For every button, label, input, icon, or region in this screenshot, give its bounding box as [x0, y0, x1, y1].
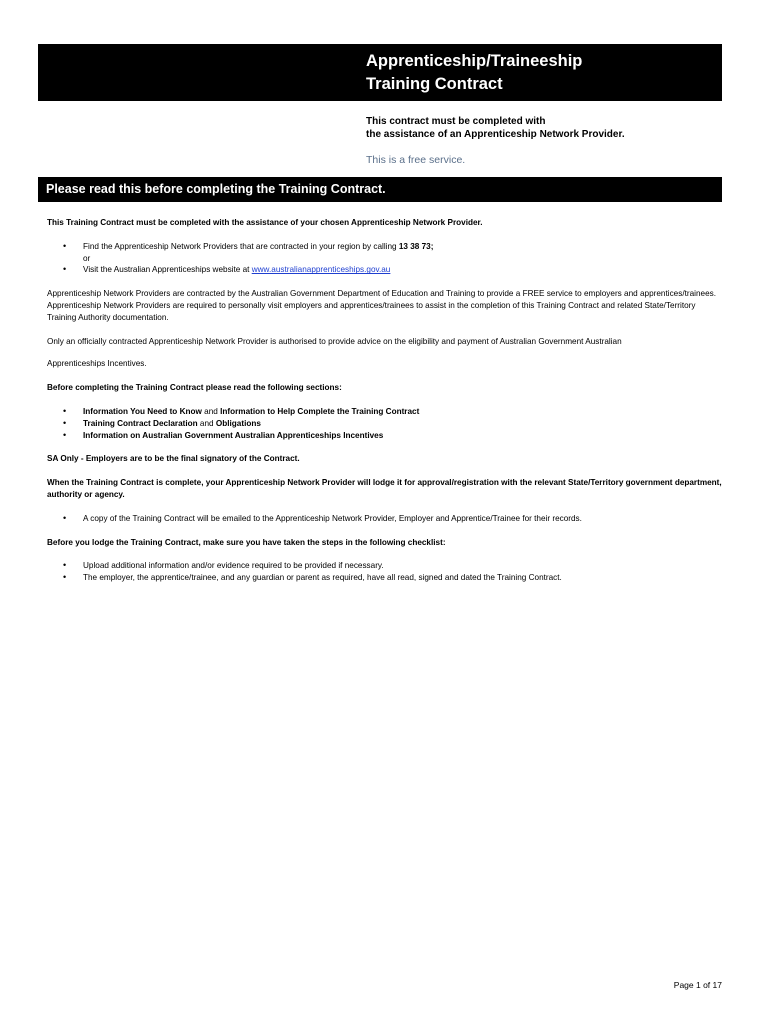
website-link[interactable]: www.australianapprenticeships.gov.au [251, 265, 391, 275]
list-item-section-1 [47, 406, 722, 418]
incentives-paragraph-continued: Apprenticeships Incentives. [47, 359, 147, 369]
section-1a-label: Information You Need to Know [83, 406, 202, 416]
lead-paragraph: This Training Contract must be completed with the assistance of your chosen Apprenticeship Network Provider. [47, 218, 483, 227]
and-text-2: and [197, 418, 216, 428]
title-banner [38, 44, 722, 101]
section-1b-label: Information to Help Complete the Training Contract [220, 406, 420, 416]
list-item-copy [47, 513, 722, 525]
section-3-label: Information on Australian Government Australian Apprenticeships Incentives [83, 430, 384, 440]
before-completing-heading: Before completing the Training Contract please read the following sections: [47, 383, 342, 393]
intro-line-2: the assistance of an Apprenticeship Network Provider. [366, 129, 625, 140]
checklist-item-signatures [47, 572, 722, 584]
providers-paragraph: Apprenticeship Network Providers are contracted by the Australian Government Department of Education and Training to provide a FREE service to employers and apprentices/trainees. Apprenticeship Network Providers are required to personally visit employers and apprentices/trainees to assist in the completion of this Training Contract and related State/Territory Training Authority documentation. [47, 289, 716, 322]
and-text-1: and [201, 406, 221, 416]
document-title-line-2: Training Contract [366, 75, 503, 93]
phone-number: 13 38 73; [398, 241, 434, 251]
document-title-line-1: Apprenticeship/Traineeship [366, 52, 583, 70]
list-item-or [47, 253, 722, 265]
provider-contact-list [47, 241, 722, 276]
section-heading-banner [38, 177, 722, 202]
sa-only-note: SA Only - Employers are to be the final signatory of the Contract. [47, 454, 300, 464]
free-service-note: This is a free service. [366, 154, 466, 166]
incentives-paragraph: Only an officially contracted Apprenticeship Network Provider is authorised to provide advice on the eligibility and payment of Australian Government Australian [47, 336, 622, 346]
checklist-signatures-text: The employer, the apprentice/trainee, and any guardian or parent as required, have all read, signed and dated the Training Contract. [83, 573, 562, 583]
list-item-section-2 [47, 418, 722, 430]
website-text: Visit the Australian Apprenticeships website at [83, 265, 252, 275]
section-2b-label: Obligations [215, 418, 261, 428]
sections-list [47, 406, 722, 441]
section-heading: Please read this before completing the Training Contract. [46, 182, 386, 196]
checklist-upload-text: Upload additional information and/or evidence required to be provided if necessary. [83, 561, 384, 571]
intro-line-1: This contract must be completed with [366, 116, 546, 127]
section-2a-label: Training Contract Declaration [83, 418, 198, 428]
copy-list [47, 513, 722, 525]
copy-text: A copy of the Training Contract will be emailed to the Apprenticeship Network Provider, Employer and Apprentice/Trainee for their records. [83, 513, 582, 523]
lodgement-paragraph: When the Training Contract is complete, your Apprenticeship Network Provider will lodge it for approval/registration with the relevant State/Territory government department, authority or agency. [47, 478, 722, 499]
list-item-section-3 [47, 430, 722, 442]
checklist-item-upload [47, 560, 722, 572]
call-text: Find the Apprenticeship Network Providers that are contracted in your region by calling [83, 241, 399, 251]
document-body [47, 217, 722, 596]
list-item-call [47, 241, 722, 253]
intro-notice [366, 115, 722, 141]
checklist [47, 560, 722, 584]
list-item-website [47, 264, 722, 276]
checklist-heading: Before you lodge the Training Contract, make sure you have taken the steps in the following checklist: [47, 537, 446, 547]
or-text: or [83, 253, 91, 263]
page-number: Page 1 of 17 [673, 980, 722, 990]
